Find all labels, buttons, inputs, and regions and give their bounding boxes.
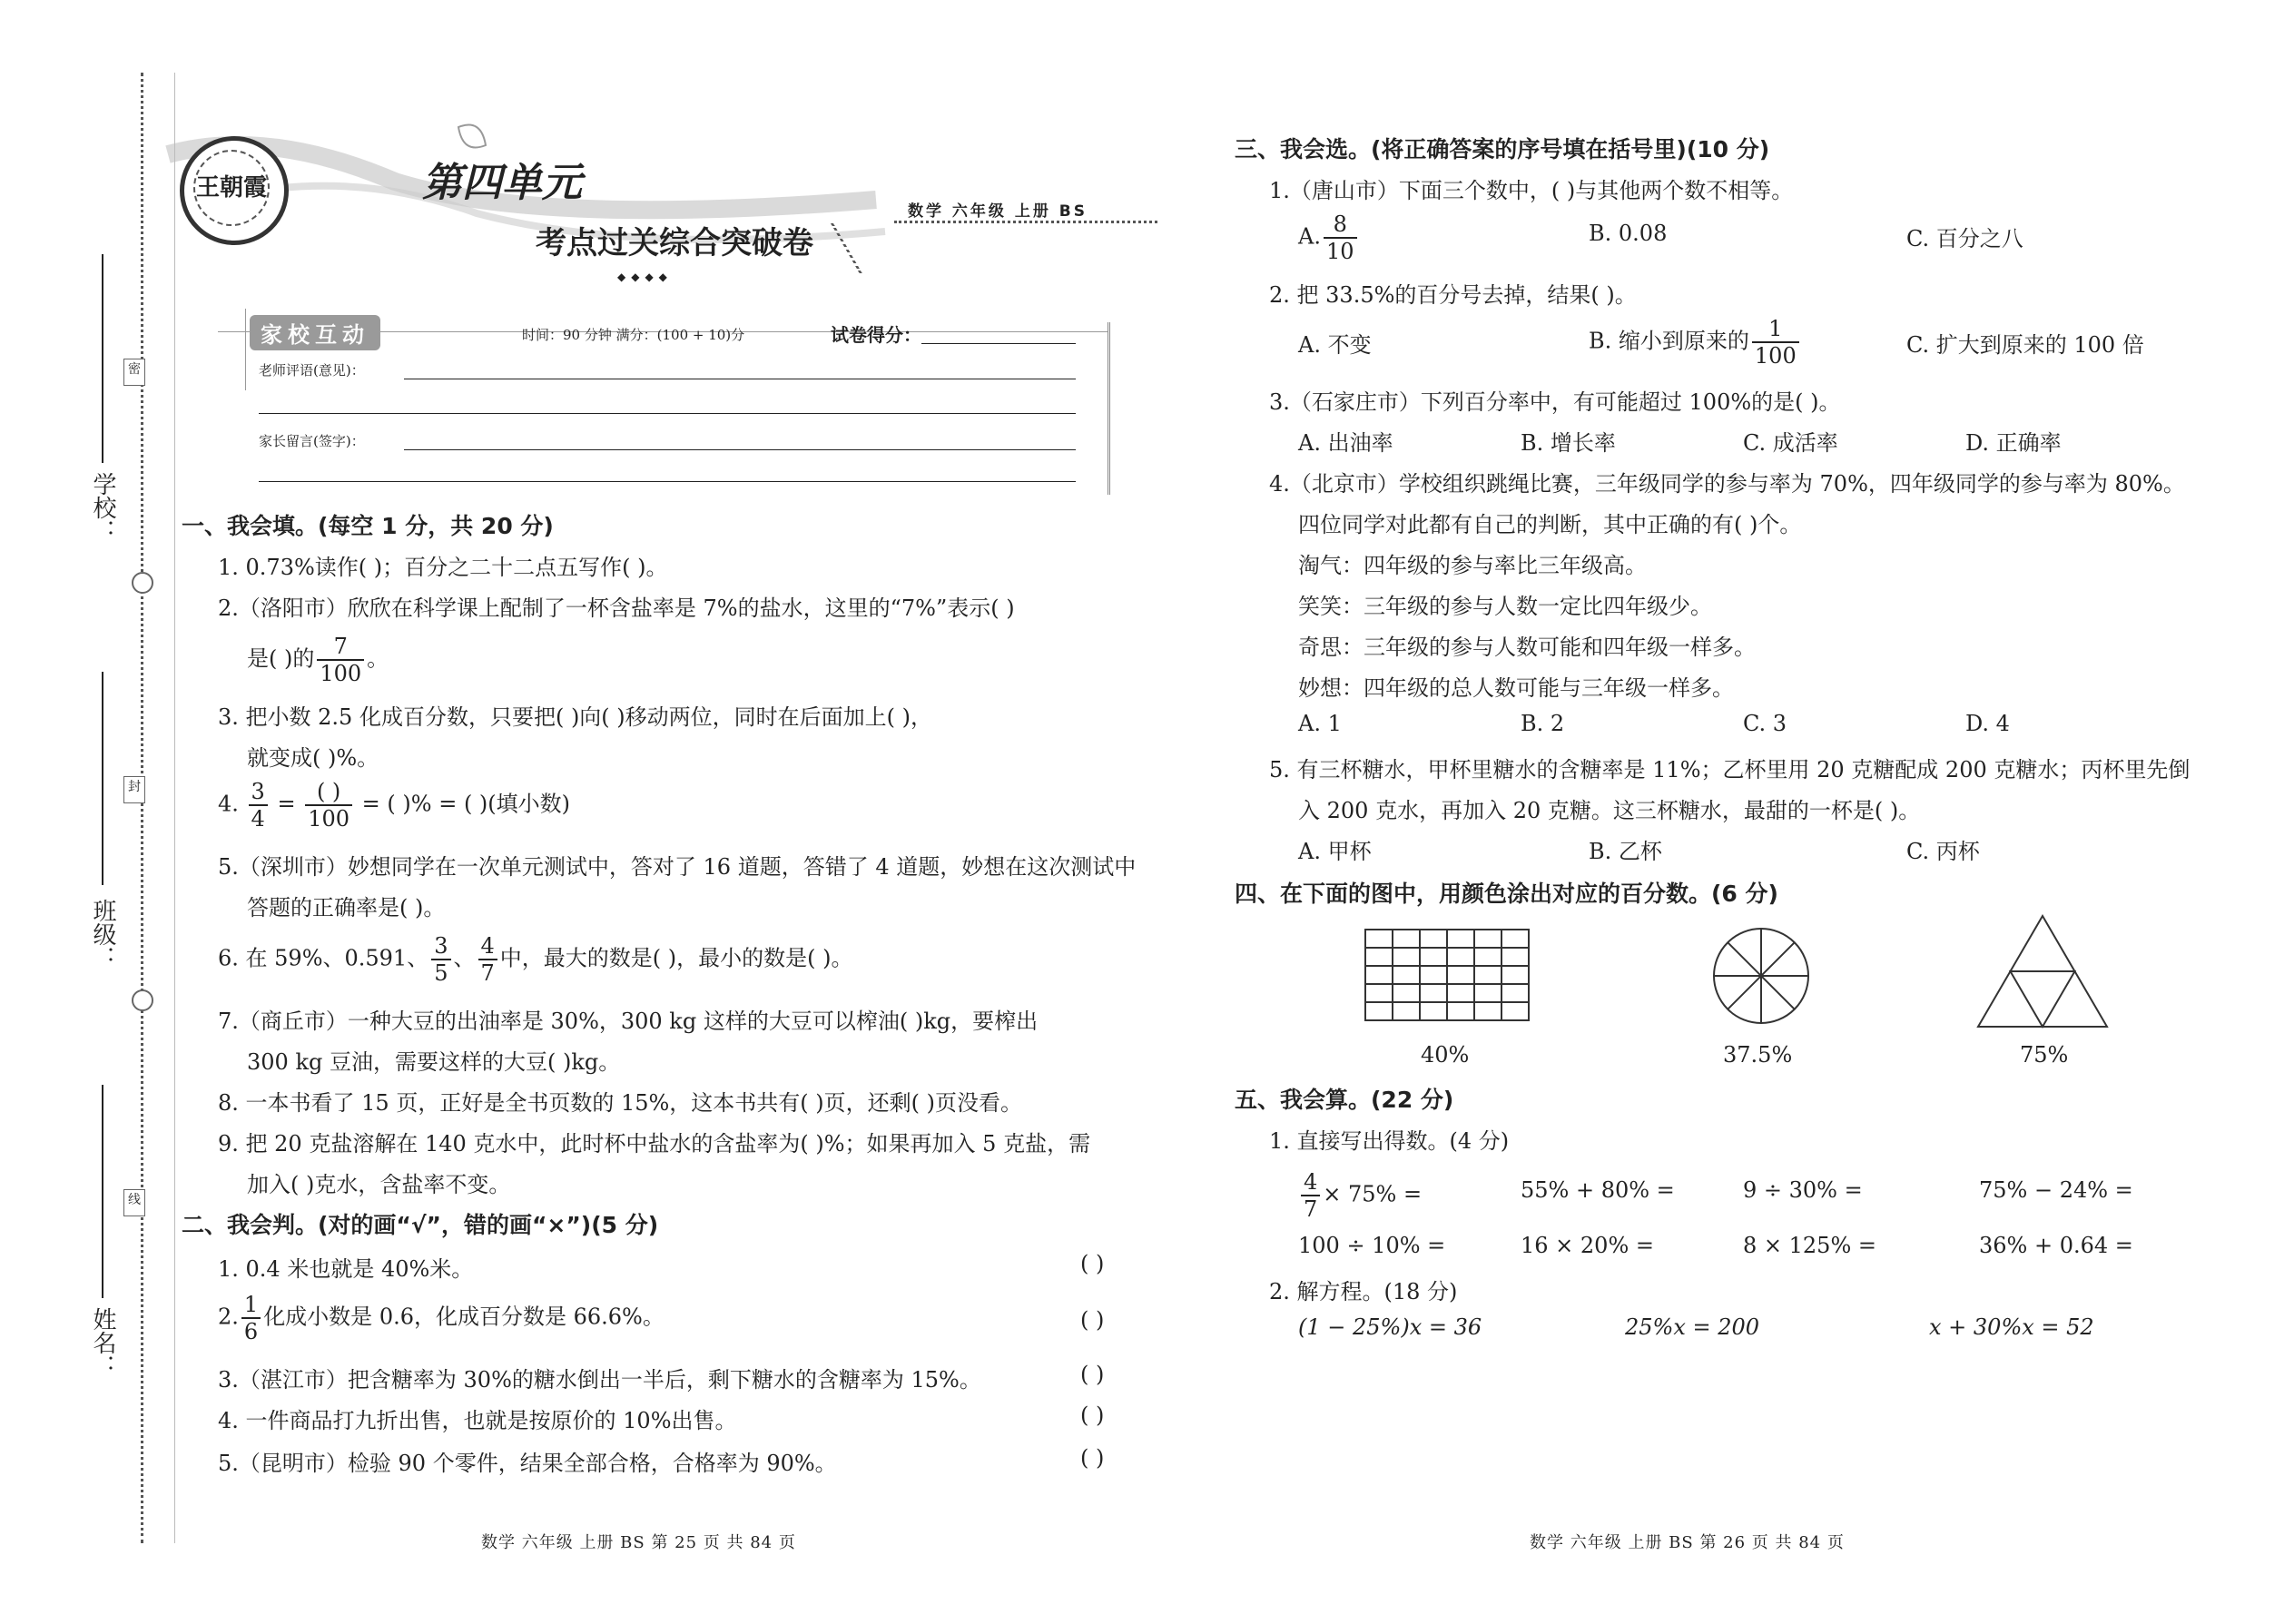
s3-q2: 2. 把 33.5%的百分号去掉，结果( )。 — [1269, 282, 1637, 308]
footer-right: 数学 六年级 上册 BS 第 26 页 共 84 页 — [1530, 1533, 1845, 1552]
fraction-den: 7 — [480, 960, 495, 986]
s3-q2-option-a[interactable]: A. 不变 — [1298, 332, 1372, 358]
s1-q9b: 加入( )克水，含盐率不变。 — [247, 1172, 511, 1197]
box-right-bracket — [1071, 322, 1110, 495]
s3-q3-option-a[interactable]: A. 出油率 — [1298, 430, 1393, 456]
binding-ring-1 — [132, 572, 153, 594]
s3-q3-option-c[interactable]: C. 成活率 — [1743, 430, 1838, 456]
s1-q3a: 3. 把小数 2.5 化成百分数，只要把( )向( )移动两位，同时在后面加上( )， — [218, 704, 933, 730]
meta-rule-slant — [831, 223, 935, 273]
exam-title: 考点过关综合突破卷 — [536, 225, 813, 261]
fraction-num: 3 — [249, 781, 268, 806]
s5-sub2: 2. 解方程。(18 分) — [1269, 1279, 1458, 1304]
home-school-box — [218, 304, 1126, 486]
s2-q2-answer[interactable]: ( ) — [1080, 1307, 1105, 1333]
s3-q4e: 奇思：三年级的参与人数可能和四年级一样多。 — [1298, 635, 1756, 660]
s3-q5-option-a[interactable]: A. 甲杯 — [1298, 839, 1372, 864]
s3-q3-option-b[interactable]: B. 增长率 — [1521, 430, 1616, 456]
fraction — [1301, 1171, 1320, 1220]
s3-q4b: 四位同学对此都有自己的判断，其中正确的有( )个。 — [1298, 512, 1802, 537]
binding-ring-2 — [132, 989, 153, 1011]
s1-q6-post: 中，最大的数是( )，最小的数是( )。 — [499, 945, 853, 971]
s3-q5-option-c[interactable]: C. 丙杯 — [1906, 839, 1980, 864]
fraction-num: 7 — [317, 635, 364, 661]
circle-figure[interactable] — [1707, 921, 1816, 1030]
s2-q3-answer[interactable]: ( ) — [1080, 1362, 1105, 1387]
s1-q2b-post: 。 — [367, 645, 389, 672]
s2-q2-post: 化成小数是 0.6，化成百分数是 66.6%。 — [263, 1304, 665, 1330]
s3-q4d: 笑笑：三年级的参与人数一定比四年级少。 — [1298, 594, 1712, 619]
s2-q2 — [218, 1294, 665, 1343]
s3-q4-option-b[interactable]: B. 2 — [1521, 711, 1565, 736]
s3-q4-option-c[interactable]: C. 3 — [1743, 711, 1787, 736]
section3-title: 三、我会选。(将正确答案的序号填在括号里)(10 分) — [1235, 136, 1770, 162]
fraction-den: 4 — [251, 806, 265, 832]
exam-time: 时间：90 分钟 满分：(100 + 10)分 — [522, 327, 745, 343]
fraction — [305, 781, 352, 830]
s1-q7b: 300 kg 豆油，需要这样的大豆( )kg。 — [247, 1049, 621, 1075]
s2-q3: 3.（湛江市）把含糖率为 30%的糖水倒出一半后，剩下糖水的含糖率为 15%。 — [218, 1367, 981, 1393]
fraction-num: 4 — [478, 935, 497, 960]
s1-q2b-pre: 是( )的 — [247, 645, 315, 672]
parent-comment-label: 家长留言(签字)： — [259, 433, 365, 449]
seal-xian: 线 — [123, 1189, 145, 1216]
option-text: B. 缩小到原来的 — [1589, 328, 1749, 354]
s2-q1: 1. 0.4 米也就是 40%米。 — [218, 1256, 474, 1282]
s1-q1: 1. 0.73%读作( )；百分之二十二点五写作( )。 — [218, 555, 668, 580]
s1-q2b — [247, 635, 389, 684]
section2-title: 二、我会判。(对的画“√”，错的画“×”)(5 分) — [182, 1212, 659, 1238]
option-letter: A. — [1298, 223, 1321, 250]
fraction-den: 6 — [243, 1319, 259, 1344]
binding-solid-line — [174, 73, 175, 1543]
section1-title: 一、我会填。(每空 1 分，共 20 分) — [182, 513, 554, 539]
s3-q4c: 淘气：四年级的参与率比三年级高。 — [1298, 553, 1647, 578]
s1-q9a: 9. 把 20 克盐溶解在 140 克水中，此时杯中盐水的含盐率为( )%；如果再加入 5 克盐，需 — [218, 1131, 1091, 1156]
s3-q1-option-b[interactable]: B. 0.08 — [1589, 221, 1668, 246]
fraction-num: 1 — [1752, 318, 1799, 343]
s1-q5b: 答题的正确率是( )。 — [247, 895, 446, 920]
s1-q4 — [218, 781, 570, 830]
teacher-comment-line2[interactable] — [259, 413, 1076, 414]
fraction-num: 1 — [241, 1294, 261, 1319]
s3-q1-option-a[interactable] — [1298, 213, 1360, 262]
fraction-num: 3 — [431, 935, 450, 960]
calc-8: 36% + 0.64 = — [1979, 1233, 2133, 1258]
grid-figure[interactable] — [1362, 926, 1534, 1026]
s2-q1-answer[interactable]: ( ) — [1080, 1251, 1105, 1276]
fraction-num: 4 — [1301, 1171, 1320, 1196]
section4-title: 四、在下面的图中，用颜色涂出对应的百分数。(6 分) — [1235, 881, 1778, 907]
fraction — [249, 781, 268, 830]
fraction-den: 100 — [320, 661, 362, 686]
fraction-num: ( ) — [305, 781, 352, 806]
school-label: 学校： — [89, 472, 116, 543]
fraction — [478, 935, 497, 984]
equation-1: (1 − 25%)x = 36 — [1298, 1314, 1482, 1340]
fraction — [241, 1294, 261, 1343]
s3-q1: 1.（唐山市）下面三个数中，( )与其他两个数不相等。 — [1269, 178, 1794, 203]
fraction-den: 10 — [1325, 239, 1354, 264]
s1-q6 — [218, 935, 853, 984]
calc-1 — [1298, 1171, 1422, 1220]
s3-q5-option-b[interactable]: B. 乙杯 — [1589, 839, 1662, 864]
s1-q6-sep: 、 — [453, 945, 476, 971]
brand-logo-inner: 王朝霞 — [193, 150, 270, 226]
s1-q7a: 7.（商丘市）一种大豆的出油率是 30%，300 kg 这样的大豆可以榨油( )kg，要榨出 — [218, 1009, 1039, 1034]
section5-title: 五、我会算。(22 分) — [1235, 1087, 1454, 1113]
header-meta: 数学 六年级 上册 BS — [908, 202, 1088, 221]
s1-q8: 8. 一本书看了 15 页，正好是全书页数的 15%，这本书共有( )页，还剩( )页没看。 — [218, 1090, 1023, 1116]
fraction — [431, 935, 450, 984]
s2-q4-answer[interactable]: ( ) — [1080, 1403, 1105, 1428]
title-dots: ◆◆◆◆ — [617, 271, 673, 283]
footer-left: 数学 六年级 上册 BS 第 25 页 共 84 页 — [481, 1533, 796, 1552]
circle-figure-label: 37.5% — [1723, 1042, 1793, 1068]
s1-q6-pre: 6. 在 59%、0.591、 — [218, 945, 429, 971]
s3-q2-option-b[interactable] — [1589, 318, 1802, 367]
calc-4: 75% − 24% = — [1979, 1177, 2133, 1203]
s5-sub1: 1. 直接写出得数。(4 分) — [1269, 1128, 1510, 1154]
s2-q5-answer[interactable]: ( ) — [1080, 1445, 1105, 1471]
calc-6: 16 × 20% = — [1521, 1233, 1654, 1258]
fraction-den: 100 — [1754, 343, 1797, 369]
grid-figure-label: 40% — [1421, 1042, 1470, 1068]
name-field[interactable] — [102, 1085, 103, 1298]
s1-q5a: 5.（深圳市）妙想同学在一次单元测试中，答对了 16 道题，答错了 4 道题，妙想在这次测试中 — [218, 854, 1137, 880]
s3-q4-option-a[interactable]: A. 1 — [1298, 711, 1342, 736]
box-left-line — [245, 309, 246, 390]
s2-q5: 5.（昆明市）检验 90 个零件，结果全部合格，合格率为 90%。 — [218, 1451, 837, 1476]
s3-q4f: 妙想：四年级的总人数可能与三年级一样多。 — [1298, 675, 1734, 701]
s3-q3: 3.（石家庄市）下列百分率中，有可能超过 100%的是( )。 — [1269, 389, 1841, 415]
fraction — [1752, 318, 1799, 367]
score-field[interactable] — [921, 343, 1076, 344]
s1-q2a: 2.（洛阳市）欣欣在科学课上配制了一杯含盐率是 7%的盐水，这里的“7%”表示( ) — [218, 595, 1015, 621]
s3-q4-option-d[interactable]: D. 4 — [1965, 711, 2010, 736]
box-label: 家校互动 — [250, 315, 380, 350]
calc-7: 8 × 125% = — [1743, 1233, 1876, 1258]
seal-mi: 密 — [123, 359, 145, 386]
s2-q4: 4. 一件商品打九折出售，也就是按原价的 10%出售。 — [218, 1408, 737, 1433]
s1-q4-pre: 4. — [218, 791, 239, 817]
calc-1-rest: × 75% = — [1323, 1181, 1423, 1207]
score-label: 试卷得分： — [831, 324, 921, 346]
meta-rule — [894, 221, 1157, 223]
class-label: 班级： — [89, 899, 116, 969]
class-field[interactable] — [102, 672, 103, 885]
fraction-den: 7 — [1304, 1196, 1318, 1222]
parent-comment-line1[interactable] — [404, 449, 1076, 450]
unit-title: 第四单元 — [422, 160, 582, 206]
seal-feng: 封 — [123, 776, 145, 803]
binding-dotted-line — [141, 73, 143, 1543]
name-label: 姓名： — [89, 1307, 116, 1378]
equation-2: 25%x = 200 — [1625, 1314, 1760, 1340]
s2-q2-pre: 2. — [218, 1304, 239, 1330]
s1-q4-post: = ( )% = ( )(填小数) — [361, 791, 571, 817]
fraction — [1324, 213, 1357, 262]
equation-3: x + 30%x = 52 — [1929, 1314, 2094, 1340]
school-field[interactable] — [102, 254, 103, 463]
s3-q1-option-c[interactable]: C. 百分之八 — [1906, 226, 2023, 251]
s1-q3b: 就变成( )%。 — [247, 745, 379, 771]
teacher-comment-label: 老师评语(意见)： — [259, 362, 365, 379]
parent-comment-line2[interactable] — [259, 481, 1076, 482]
fraction-num: 8 — [1324, 213, 1357, 239]
calc-5: 100 ÷ 10% = — [1298, 1233, 1446, 1258]
s3-q4a: 4.（北京市）学校组织跳绳比赛，三年级同学的参与率为 70%，四年级同学的参与率为 80%。 — [1269, 471, 2185, 497]
fraction-den: 5 — [434, 960, 448, 986]
triangle-figure[interactable] — [1974, 912, 2111, 1030]
s3-q5a: 5. 有三杯糖水，甲杯里糖水的含糖率是 11%；乙杯里用 20 克糖配成 200 克糖水；丙杯里先倒 — [1269, 757, 2191, 782]
fraction — [317, 635, 364, 684]
s3-q5b: 入 200 克水，再加入 20 克糖。这三杯糖水，最甜的一杯是( )。 — [1298, 798, 1921, 823]
calc-3: 9 ÷ 30% = — [1743, 1177, 1863, 1203]
s3-q2-option-c[interactable]: C. 扩大到原来的 100 倍 — [1906, 332, 2144, 358]
brand-logo — [180, 136, 289, 245]
triangle-figure-label: 75% — [2020, 1042, 2069, 1068]
s1-q4-eq: = — [277, 791, 296, 817]
calc-2: 55% + 80% = — [1521, 1177, 1675, 1203]
fraction-den: 100 — [308, 806, 350, 832]
s3-q3-option-d[interactable]: D. 正确率 — [1965, 430, 2062, 456]
